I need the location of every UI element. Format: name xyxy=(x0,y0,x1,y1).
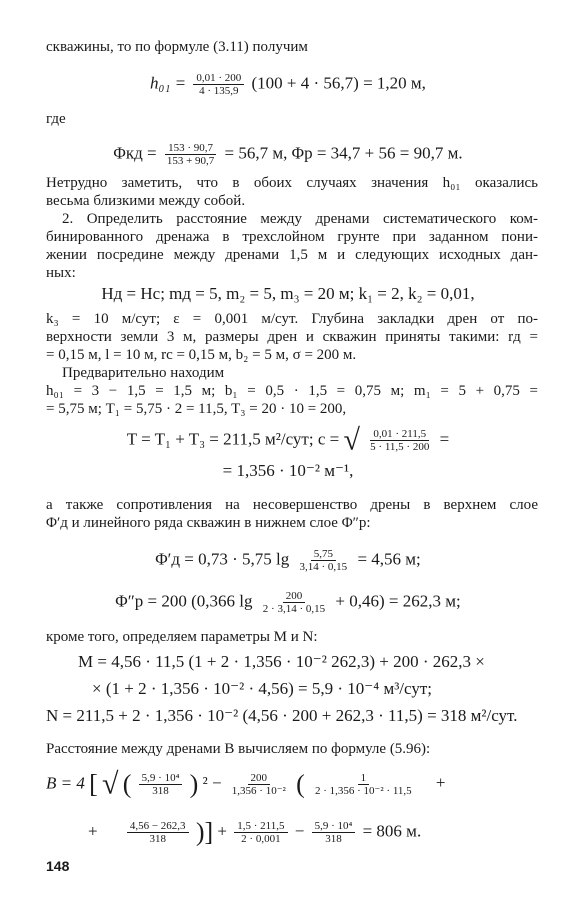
fraction: $\frac{\text{5,9 · 10⁴}}{318}$ xyxy=(139,772,183,797)
text-line: кроме того, определяем параметры M и N: xyxy=(46,629,318,645)
page-number: 148 xyxy=(46,858,70,874)
fraction: $\frac{0,01 \cdot 211,5}{5 \cdot 11,5 \cdot 200}$ xyxy=(370,428,430,453)
fraction: $\frac{5,75}{3,14 \cdot 0,15}$ xyxy=(299,548,348,573)
text-line: верхности земли 3 м, размеры дрен и скважин приняты такими: rд = xyxy=(46,329,538,345)
text-line: бинированного дренажа в трехслойном грунте при заданном пони- xyxy=(46,229,538,245)
text-line: ных: xyxy=(46,265,76,281)
text-line: жении посредине между дренами 1,5 м и следующих исходных дан- xyxy=(46,247,538,263)
equation-phi: Φкд = $\frac{153 \cdot 90,7}{153 + 90,7}$ = 56,7 м, Φр = 34,7 + 56 = 90,7 м. xyxy=(113,142,463,167)
text-line: Нетрудно заметить, что в обоих случаях значения h₀₁ оказались xyxy=(46,175,538,191)
fraction: $\frac{\text{5,9 · 10⁴}}{318}$ xyxy=(312,820,356,845)
text-line: Расстояние между дренами B вычисляем по формуле (5.96): xyxy=(46,741,431,757)
text-line: k₃ = 10 м/сут; ε = 0,001 м/сут. Глубина закладки дрен от по- xyxy=(46,311,538,327)
equation-params: Hд = Hс; mд = 5, m₂ = 5, m₃ = 20 м; k₁ = 2, k₂ = 0,01, xyxy=(101,284,475,303)
text-line: Φ′д и линейного ряда скважин в нижнем слое Φ″р: xyxy=(46,515,371,531)
text-line: где xyxy=(46,111,66,127)
text-line: Предварительно находим xyxy=(62,365,225,381)
fraction: $\frac{1,5 \cdot 211,5}{2 \cdot 0,001}$ xyxy=(234,820,287,845)
text-line: весьма близкими между собой. xyxy=(46,193,246,209)
text-line: а также сопротивления на несовершенство дрены в верхнем слое xyxy=(46,497,538,513)
equation-M: M = 4,56 · 11,5 (1 + 2 · 1,356 · 10⁻² 262,3) + 200 · 262,3 × xyxy=(78,652,485,671)
fraction: $\frac{200}{2 \cdot 3,14 \cdot 0,15}$ xyxy=(262,590,326,615)
text-line: скважины, то по формуле (3.11) получим xyxy=(46,39,308,55)
equation-B: B = 4 [ √ ( $\frac{\text{5,9 · 10⁴}}{318}$ ) ² − $\frac{200}{\text{1,356 · 10⁻²}}$ ( $\frac{1}{\text{2 · 1,356 · 10⁻² · 11,5}}$ + xyxy=(46,767,446,801)
text-line: 2. Определить расстояние между дренами систематического ком- xyxy=(62,211,538,227)
text-line: = 5,75 м; T₁ = 5,75 · 2 = 11,5, T₃ = 20 · 10 = 200, xyxy=(46,401,347,417)
equation-h01: h₀₁ = $\frac{0,01 \cdot 200}{4 \cdot 135,9}$ (100 + 4 · 56,7) = 1,20 м, xyxy=(150,72,426,97)
equation-N: N = 211,5 + 2 · 1,356 · 10⁻² (4,56 · 200 + 262,3 · 11,5) = 318 м²/сут. xyxy=(46,706,518,725)
text-line: h₀₁ = 3 − 1,5 = 1,5 м; b₁ = 0,5 · 1,5 = 0,75 м; m₁ = 5 + 0,75 = xyxy=(46,383,538,399)
sqrt-sign: √ xyxy=(102,767,119,801)
equation-phi-d: Φ′д = 0,73 · 5,75 lg $\frac{5,75}{3,14 \cdot 0,15}$ = 4,56 м; xyxy=(155,548,421,573)
equation-phi-r: Φ″р = 200 (0,366 lg $\frac{200}{2 \cdot 3,14 \cdot 0,15}$ + 0,46) = 262,3 м; xyxy=(115,590,461,615)
equation-T-c: T = T₁ + T₃ = 211,5 м²/сут; c = √ $\frac{0,01 \cdot 211,5}{5 \cdot 11,5 \cdot 200}$ = xyxy=(126,423,450,457)
equation-M-cont: × (1 + 2 · 1,356 · 10⁻² · 4,56) = 5,9 · 10⁻⁴ м³/сут; xyxy=(92,679,432,698)
fraction: $\frac{0,01 \cdot 200}{4 \cdot 135,9}$ xyxy=(193,72,244,97)
sqrt-sign: √ xyxy=(343,423,360,457)
fraction: $\frac{1}{\text{2 · 1,356 · 10⁻² · 11,5}}$ xyxy=(314,772,412,797)
text-line: = 0,15 м, l = 10 м, rс = 0,15 м, b₂ = 5 м, σ = 200 м. xyxy=(46,347,357,363)
fraction: $\frac{200}{\text{1,356 · 10⁻²}}$ xyxy=(231,772,286,797)
fraction: $\frac{153 \cdot 90,7}{153 + 90,7}$ xyxy=(166,142,215,167)
fraction: $\frac{4,56 - 262,3}{318}$ xyxy=(127,820,189,845)
equation-B-cont: + $\frac{4,56 - 262,3}{318}$ )] + $\frac{1,5 \cdot 211,5}{2 \cdot 0,001}$ − $\frac{\text{5,9 · 10⁴}}{318}$ = 806 м. xyxy=(88,817,422,847)
equation-c-value: = 1,356 · 10⁻² м⁻¹, xyxy=(222,461,354,480)
